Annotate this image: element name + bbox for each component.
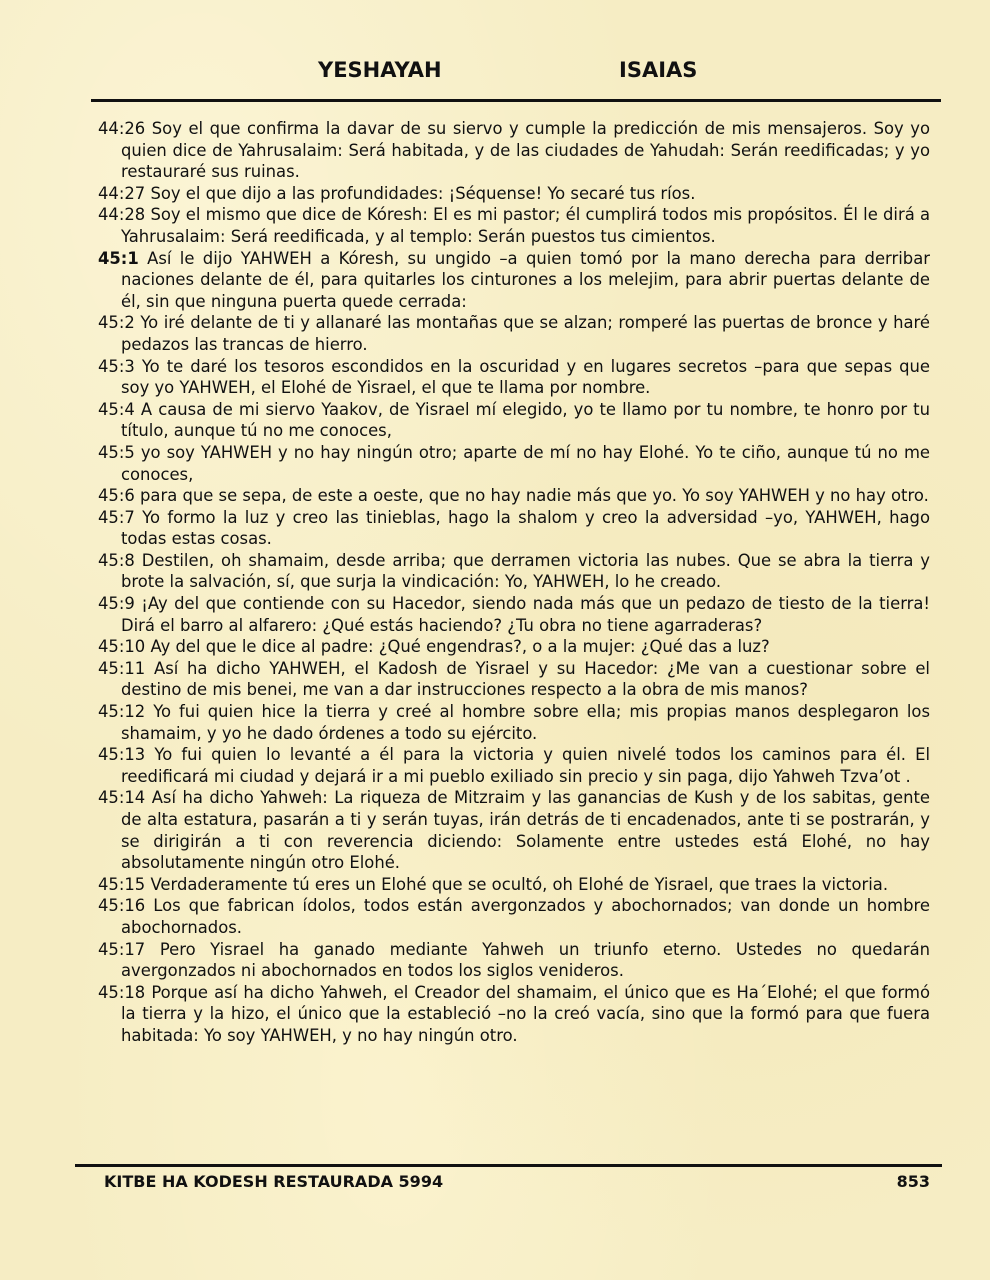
verse-reference: 45:13 [98, 745, 146, 765]
verse-reference: 44:28 [98, 205, 146, 225]
footer-book-title: KITBE HA KODESH RESTAURADA 5994 [104, 1172, 444, 1191]
verse-text: Pero Yisrael ha ganado mediante Yahweh un triunfo eterno. Ustedes no quedarán avergonzados ni abochornados en todos los siglos venideros. [121, 939, 930, 981]
verse-text: Así ha dicho YAHWEH, el Kadosh de Yisrael y su Hacedor: ¿Me van a cuestionar sobre el destino de mis benei, me van a dar instrucciones respecto a la obra de mis manos? [121, 658, 930, 700]
verse-reference: 45:10 [98, 637, 146, 657]
verse-reference: 45:9 [98, 594, 135, 614]
verse-paragraph [98, 787, 930, 873]
verse-paragraph [98, 507, 930, 550]
verse-reference: 45:18 [98, 982, 146, 1002]
verse-paragraph [98, 701, 930, 744]
verse-text: Yo fui quien hice la tierra y creé al hombre sobre ella; mis propias manos desplegaron los shamaim, y yo he dado órdenes a todo su ejército. [121, 702, 930, 743]
verse-paragraph [98, 658, 930, 701]
verse-text: yo soy YAHWEH y no hay ningún otro; aparte de mí no hay Elohé. Yo te ciño, aunque tú no me conoces, [121, 442, 931, 484]
verse-paragraph [98, 939, 930, 982]
verse-text: Los que fabrican ídolos, todos están avergonzados y abochornados; van donde un hombre abochornados. [121, 896, 930, 937]
verse-text: Así le dijo YAHWEH a Kóresh, su ungido –a quien tomó por la mano derecha para derribar naciones delante de él, para quitarles los cinturones a los melejim, para abrir puertas delante de él, sin que ninguna puerta quede cerrada: [121, 248, 930, 311]
verse-reference: 45:15 [98, 874, 146, 894]
verse-reference: 45:14 [98, 788, 146, 808]
verse-reference: 45:6 [98, 486, 135, 506]
verse-text: Porque así ha dicho Yahweh, el Creador del shamaim, el único que es Ha´Elohé; el que formó la tierra y la hizo, el único que la estableció –no la creó vacía, sino que la formó para que fuera habitada: Yo soy YAHWEH, y no hay ningún otro. [121, 982, 930, 1045]
verse-text: para que se sepa, de este a oeste, que no hay nadie más que yo. Yo soy YAHWEH y no hay otro. [140, 486, 929, 506]
verse-text: A causa de mi siervo Yaakov, de Yisrael mí elegido, yo te llamo por tu nombre, te honro por tu título, aunque tú no me conoces, [121, 399, 930, 441]
verse-paragraph [98, 874, 930, 896]
verse-text: ¡Ay del que contiende con su Hacedor, siendo nada más que un pedazo de tiesto de la tierra! Dirá el barro al alfarero: ¿Qué estás haciendo? ¿Tu obra no tiene agarraderas? [121, 594, 930, 635]
verse-paragraph [98, 356, 930, 399]
verse-paragraph [98, 982, 930, 1047]
verse-list [98, 118, 930, 1047]
verse-reference: 45:4 [98, 399, 135, 419]
verse-paragraph [98, 312, 930, 355]
verse-text: Yo te daré los tesoros escondidos en la oscuridad y en lugares secretos –para que sepas que soy yo YAHWEH, el Elohé de Yisrael, el que te llama por nombre. [121, 356, 930, 398]
verse-text: Yo iré delante de ti y allanaré las montañas que se alzan; romperé las puertas de bronce y haré pedazos las trancas de hierro. [121, 313, 930, 354]
verse-text: Verdaderamente tú eres un Elohé que se ocultó, oh Elohé de Yisrael, que traes la victoria. [150, 874, 889, 894]
verse-reference: 45:1 [98, 248, 139, 268]
verse-text: Yo formo la luz y creo las tinieblas, hago la shalom y creo la adversidad –yo, YAHWEH, hago todas estas cosas. [121, 507, 930, 549]
verse-reference: 44:26 [98, 119, 146, 138]
verse-text: Ay del que le dice al padre: ¿Qué engendras?, o a la mujer: ¿Qué das a luz? [150, 637, 770, 657]
verse-paragraph [98, 485, 930, 507]
verse-reference: 45:3 [98, 356, 135, 376]
verse-paragraph [98, 183, 930, 205]
verse-reference: 45:17 [98, 939, 146, 959]
verse-paragraph [98, 744, 930, 787]
verse-paragraph [98, 204, 930, 247]
verse-text: Soy el que dijo a las profundidades: ¡Séquense! Yo secaré tus ríos. [150, 183, 696, 203]
verse-paragraph [98, 118, 930, 183]
verse-paragraph [98, 593, 930, 636]
page-number: 853 [896, 1172, 930, 1191]
page-footer [0, 1172, 990, 1196]
verse-reference: 44:27 [98, 183, 146, 203]
verse-paragraph [98, 550, 930, 593]
header-rule [91, 99, 941, 102]
verse-reference: 45:12 [98, 702, 146, 722]
running-title-right: ISAIAS [619, 58, 698, 82]
verse-paragraph [98, 442, 930, 485]
verse-text: Así ha dicho Yahweh: La riqueza de Mitzraim y las ganancias de Kush y de los sabitas, gente de alta estatura, pasarán a ti y serán tuyas, irán detrás de ti encadenados, ante ti se postrarán, y se dirigirán a ti con reverencia diciendo: Solamente entre ustedes está Elohé, no hay absolutamente ningún otro Elohé. [121, 788, 930, 873]
verse-reference: 45:8 [98, 550, 135, 570]
verse-reference: 45:7 [98, 507, 135, 527]
verse-reference: 45:11 [98, 658, 146, 678]
verse-reference: 45:2 [98, 313, 135, 333]
verse-paragraph [98, 895, 930, 938]
verse-reference: 45:16 [98, 896, 146, 916]
footer-rule [75, 1164, 942, 1167]
verse-text: Yo fui quien lo levanté a él para la victoria y quien nivelé todos los caminos para él. El reedificará mi ciudad y dejará ir a mi pueblo exiliado sin precio y sin paga, dijo Yahweh Tzva’ot . [121, 745, 930, 786]
verse-paragraph [98, 636, 930, 658]
verse-text: Destilen, oh shamaim, desde arriba; que derramen victoria las nubes. Que se abra la tierra y brote la salvación, sí, que surja la vindicación: Yo, YAHWEH, lo he creado. [121, 550, 930, 592]
page-header [0, 58, 990, 90]
verse-paragraph [98, 399, 930, 442]
verse-reference: 45:5 [98, 442, 135, 462]
running-title-left: YESHAYAH [318, 58, 442, 82]
verse-text: Soy el que confirma la davar de su siervo y cumple la predicción de mis mensajeros. Soy yo quien dice de Yahrusalaim: Será habitada, y de las ciudades de Yahudah: Serán reedificadas; y yo restauraré sus ruinas. [121, 119, 930, 182]
verse-text: Soy el mismo que dice de Kóresh: El es mi pastor; él cumplirá todos mis propósitos. Él le dirá a Yahrusalaim: Será reedificada, y al templo: Serán puestos tus cimientos. [121, 205, 930, 246]
verse-paragraph [98, 248, 930, 313]
